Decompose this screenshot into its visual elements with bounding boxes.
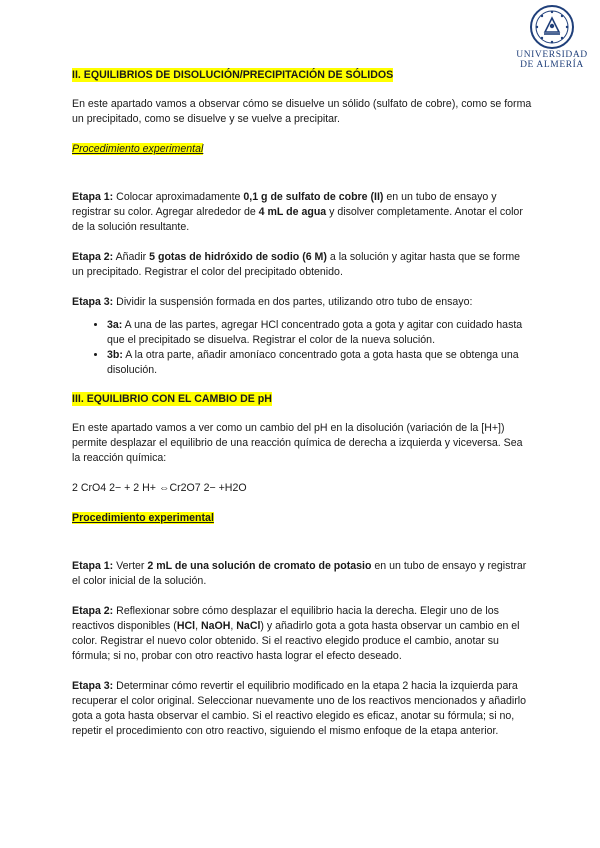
- logo-line-1: UNIVERSIDAD: [516, 50, 588, 60]
- section-3-step-1: Etapa 1: Verter 2 mL de una solución de cromato de potasio en un tubo de ensayo y registrar el color inicial de la solución.: [72, 560, 527, 587]
- section-3-step-2: Etapa 2: Reflexionar sobre cómo desplazar el equilibrio hacia la derecha. Elegir uno de los reactivos disponibles (HCl, NaOH, NaCl) y añadirlo gota a gota hasta observar un cambio en el color. Registrar el nuevo color obtenido. Si el reactivo elegido produce el cambio, anotar su fórmula; si no, probar con otro reactivo hasta lograr el efecto deseado.: [72, 605, 520, 662]
- university-seal-icon: [529, 4, 575, 50]
- section-3-heading: III. EQUILIBRIO CON EL CAMBIO DE pH: [72, 393, 272, 405]
- logo-line-2: DE ALMERÍA: [520, 60, 584, 70]
- section-2-step-3: Etapa 3: Dividir la suspensión formada en dos partes, utilizando otro tubo de ensayo:: [72, 296, 473, 308]
- section-2-intro: En este apartado vamos a observar cómo se disuelve un sólido (sulfato de cobre), como se forma un precipitado, como se disuelve y se vuelve a precipitar.: [72, 98, 532, 125]
- section-2-procedure-title: Procedimiento experimental: [72, 143, 204, 155]
- section-2-heading: II. EQUILIBRIOS DE DISOLUCIÓN/PRECIPITACIÓN DE SÓLIDOS: [72, 69, 394, 81]
- section-3-intro: En este apartado vamos a ver como un cambio del pH en la disolución (variación de la [H+]) permite desplazar el equilibrio de una reacción química de derecha a izquierda y viceversa. Sea la reacción química:: [72, 422, 523, 464]
- section-3-procedure-title: Procedimiento experimental: [72, 512, 214, 524]
- document-body: [72, 68, 532, 754]
- university-logo: [514, 4, 590, 70]
- list-item: • 3b: A la otra parte, añadir amoníaco concentrado gota a gota hasta que se obtenga una disolución.: [107, 348, 532, 378]
- list-item: • 3a: A una de las partes, agregar HCl concentrado gota a gota y agitar con cuidado hasta que el precipitado se disuelva. Registrar el color de la nueva solución.: [107, 318, 532, 348]
- section-2-step-2: Etapa 2: Añadir 5 gotas de hidróxido de sodio (6 M) a la solución y agitar hasta que se forme un precipitado. Registrar el color del precipitado obtenido.: [72, 251, 521, 278]
- section-3-step-3: Etapa 3: Determinar cómo revertir el equilibrio modificado en la etapa 2 hacia la izquierda para recuperar el color original. Seleccionar nuevamente uno de los reactivos mencionados y añadirlo gota a gota hasta observar el cambio. Si el reactivo elegido es eficaz, anotar su fórmula; si no, repetir el procedimiento con otro reactivo, siguiendo el mismo enfoque de la etapa anterior.: [72, 680, 527, 737]
- section-2-step-3-list: [72, 318, 532, 378]
- section-2-step-1: Etapa 1: Colocar aproximadamente 0,1 g de sulfato de cobre (II) en un tubo de ensayo y registrar su color. Agregar alrededor de 4 mL de agua y disolver completamente. Anotar el color de la solución resultante.: [72, 191, 523, 233]
- chemical-equation: 2 CrO4 2− + 2 H+ ⇔Cr2O7 2− +H2O: [72, 482, 247, 494]
